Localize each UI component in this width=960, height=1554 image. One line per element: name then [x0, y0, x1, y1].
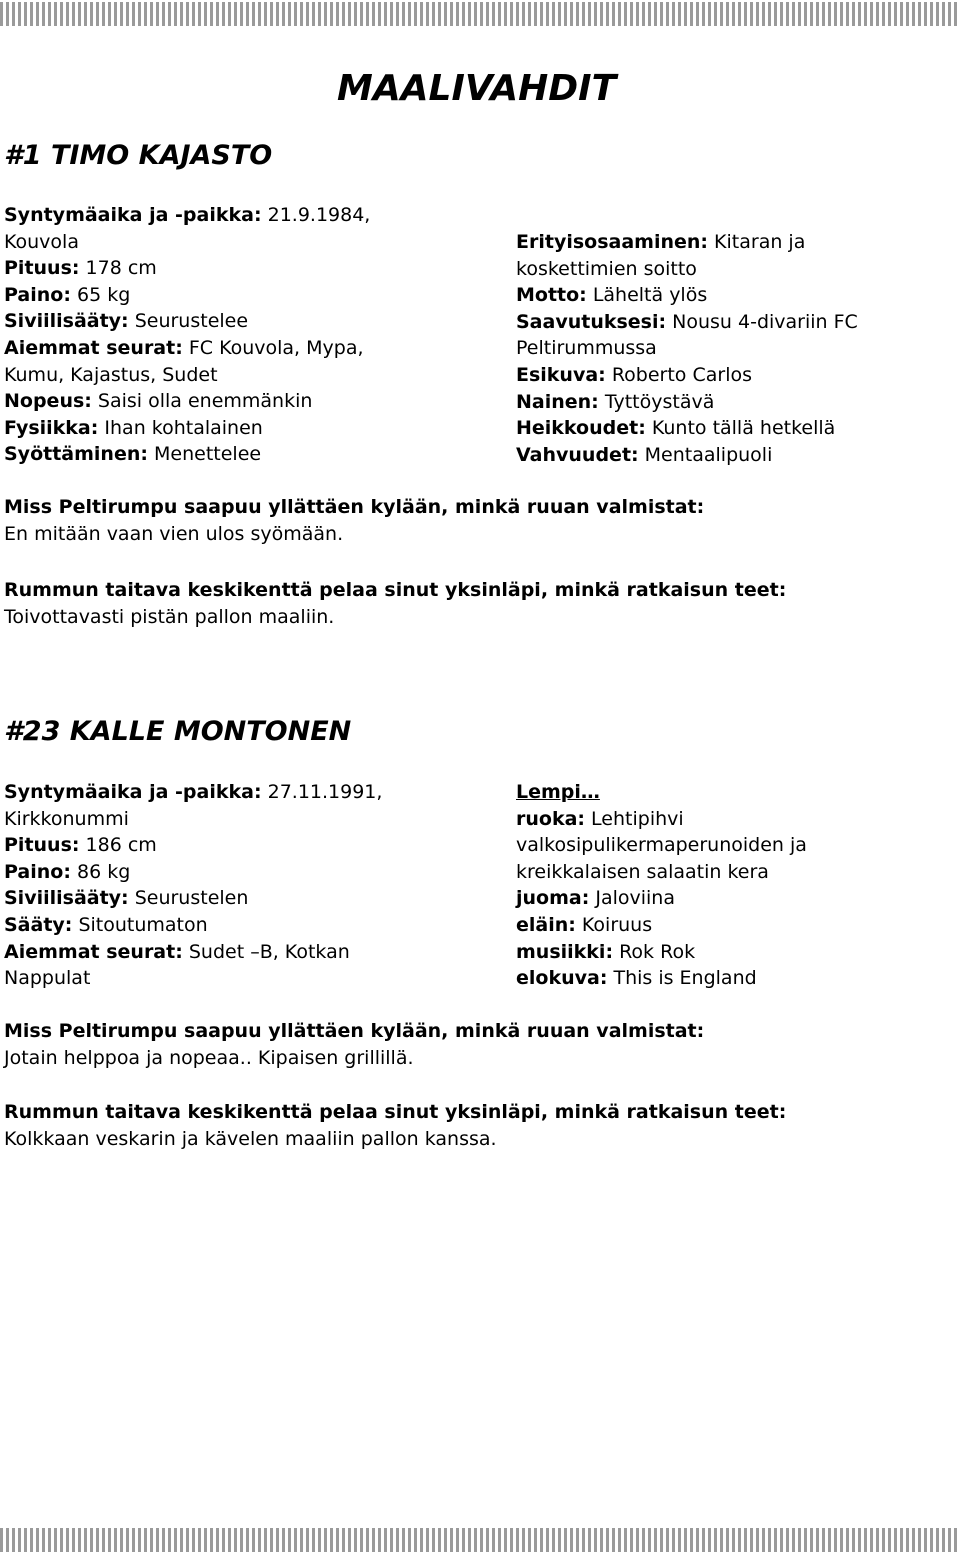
info-line: Nappulat [4, 967, 91, 990]
info-line: Paino: 65 kg [4, 283, 131, 306]
player-1-question-1 [4, 494, 704, 547]
player-2-question-1 [4, 1018, 704, 1071]
info-line: juoma: Jaloviina [516, 887, 675, 910]
question-text: Rummun taitava keskikenttä pelaa sinut yksinläpi, minkä ratkaisun teet: [4, 1101, 787, 1123]
info-line: ruoka: Lehtipihvi [516, 807, 684, 830]
top-decorative-stripe [0, 2, 960, 26]
info-line: musiikki: Rok Rok [516, 940, 696, 963]
info-line: Sääty: Sitoutumaton [4, 913, 208, 936]
question-text: Miss Peltirumpu saapuu yllättäen kylään, minkä ruuan valmistat: [4, 496, 705, 518]
info-line: Siviilisääty: Seurustelen [4, 887, 249, 910]
info-line: elokuva: This is England [516, 967, 757, 990]
info-line: Saavutuksesi: Nousu 4-divariin FC [516, 310, 858, 333]
bottom-decorative-stripe [0, 1528, 960, 1552]
document-title: MAALIVAHDIT [337, 68, 617, 109]
player-1-info-right [516, 229, 858, 468]
answer-text: Jotain helppoa ja nopeaa.. Kipaisen grillillä. [4, 1046, 414, 1069]
answer-text: Kolkkaan veskarin ja kävelen maaliin pallon kanssa. [4, 1127, 497, 1150]
player-2-heading: #23 KALLE MONTONEN [4, 716, 352, 747]
question-text: Miss Peltirumpu saapuu yllättäen kylään, minkä ruuan valmistat: [4, 1020, 705, 1042]
info-line: Nopeus: Saisi olla enemmänkin [4, 390, 313, 413]
player-2-info-left [4, 779, 382, 992]
info-line: Motto: Läheltä ylös [516, 284, 708, 307]
info-line: Syntymäaika ja -paikka: 21.9.1984, [4, 204, 371, 226]
player-1-info-left [4, 202, 370, 468]
info-line: kreikkalaisen salaatin kera [516, 860, 769, 883]
info-line: Vahvuudet: Mentaalipuoli [516, 443, 773, 466]
info-line: Syöttäminen: Menettelee [4, 443, 262, 466]
favorites-heading: Lempi… [516, 781, 600, 803]
info-line: Siviilisääty: Seurustelee [4, 310, 249, 333]
info-line: valkosipulikermaperunoiden ja [516, 834, 807, 857]
info-line: Kirkkonummi [4, 807, 129, 830]
info-line: Esikuva: Roberto Carlos [516, 363, 752, 386]
info-line: Kumu, Kajastus, Sudet [4, 363, 218, 386]
info-line: Fysiikka: Ihan kohtalainen [4, 416, 263, 439]
player-2-info-right [516, 779, 807, 992]
player-1-heading: #1 TIMO KAJASTO [4, 140, 273, 171]
info-line: koskettimien soitto [516, 257, 697, 280]
info-line: Peltirummussa [516, 337, 657, 360]
info-line: Pituus: 186 cm [4, 834, 157, 857]
info-line: Heikkoudet: Kunto tällä hetkellä [516, 417, 836, 440]
info-line: Syntymäaika ja -paikka: 27.11.1991, [4, 781, 383, 803]
answer-text: En mitään vaan vien ulos syömään. [4, 522, 344, 545]
info-line: Erityisosaaminen: Kitaran ja [516, 231, 806, 253]
player-1-question-2 [4, 577, 786, 630]
info-line: Paino: 86 kg [4, 860, 131, 883]
info-line: eläin: Koiruus [516, 913, 653, 936]
info-line: Kouvola [4, 230, 79, 253]
info-line: Aiemmat seurat: Sudet –B, Kotkan [4, 940, 350, 963]
player-2-question-2 [4, 1099, 786, 1152]
info-line: Aiemmat seurat: FC Kouvola, Mypa, [4, 336, 364, 359]
question-text: Rummun taitava keskikenttä pelaa sinut yksinläpi, minkä ratkaisun teet: [4, 579, 787, 601]
info-line: Pituus: 178 cm [4, 257, 157, 280]
info-line: Nainen: Tyttöystävä [516, 390, 715, 413]
answer-text: Toivottavasti pistän pallon maaliin. [4, 605, 335, 628]
